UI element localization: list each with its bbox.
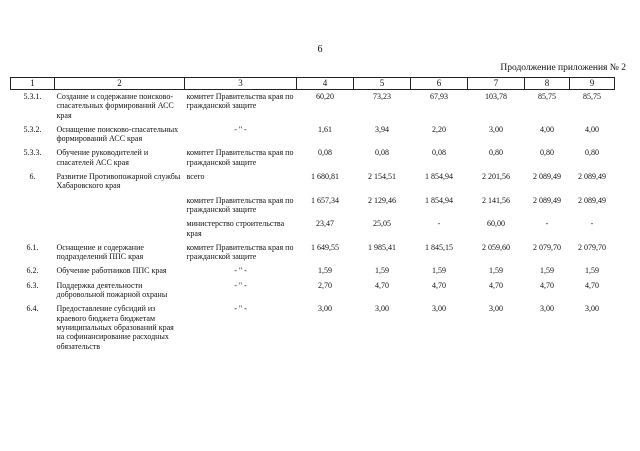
column-header: 1 [11, 78, 55, 90]
value-cell: 67,93 [430, 92, 448, 101]
value-cell: 2 154,51 [368, 172, 396, 182]
value-cell: 3,00 [489, 304, 503, 314]
responsible-executor: комитет Правительства края по гражданской защите [186, 242, 294, 262]
item-number [11, 217, 55, 241]
value-cell: 1 854,94 [425, 172, 453, 182]
appendix-continuation-label: Продолжение приложения № 2 [500, 63, 626, 73]
value-cell: 1,61 [318, 124, 332, 134]
page-number: 6 [317, 44, 323, 55]
value-cell: 2 201,56 [482, 172, 510, 182]
value-cell: 1 845,15 [425, 242, 453, 252]
value-cell: 4,70 [585, 280, 599, 290]
value-cell: 0,08 [318, 148, 332, 158]
column-header: 4 [297, 78, 354, 90]
value-cell: 60,00 [487, 219, 505, 229]
value-cell: - [590, 219, 594, 229]
responsible-executor: - " - [234, 266, 247, 276]
item-name [55, 217, 185, 241]
value-cell: 4,00 [540, 124, 554, 134]
table-row [11, 170, 615, 194]
item-name: Создание и содержание поисково-спасательных формирований АСС края [56, 92, 174, 120]
responsible-executor: министерство строительства края [186, 219, 285, 238]
responsible-executor: комитет Правительства края по гражданской защите [186, 148, 294, 167]
value-cell: - [437, 219, 441, 229]
table-row [11, 194, 615, 218]
value-cell: 3,00 [318, 304, 332, 314]
responsible-executor: - " - [234, 124, 247, 134]
value-cell: 1,59 [489, 266, 503, 276]
column-header: 7 [468, 78, 525, 90]
value-cell: 2 079,70 [578, 242, 606, 252]
value-cell: 2 089,49 [533, 195, 561, 205]
value-cell: 2 129,46 [368, 195, 396, 205]
item-number: 6.3. [26, 280, 39, 290]
table-row [11, 123, 615, 147]
value-cell: 3,00 [432, 304, 446, 314]
item-number: 5.3.2. [23, 124, 42, 134]
item-name: Оснащение и содержание подразделений ППС края [56, 242, 144, 262]
value-cell: 60,20 [316, 92, 334, 101]
table-row [11, 264, 615, 278]
value-cell: 1,59 [585, 266, 599, 276]
item-number: 5.3.1. [23, 92, 42, 101]
value-cell: 2 059,60 [482, 242, 510, 252]
value-cell: 0,80 [489, 148, 503, 158]
value-cell: 2 089,49 [533, 172, 561, 182]
table-row [11, 241, 615, 265]
value-cell: - [545, 219, 549, 229]
value-cell: 85,75 [583, 92, 601, 101]
column-header: 9 [570, 78, 615, 90]
value-cell: 3,00 [375, 304, 389, 314]
value-cell: 1 649,55 [311, 242, 339, 252]
value-cell: 23,47 [316, 219, 334, 229]
value-cell: 4,70 [540, 280, 554, 290]
item-name: Оснащение поисково-спасательных формирований АСС края [56, 124, 179, 144]
value-cell: 4,00 [585, 124, 599, 134]
value-cell: 1,59 [318, 266, 332, 276]
value-cell: 1 657,34 [311, 195, 339, 205]
column-header: 3 [185, 78, 297, 90]
responsible-executor: комитет Правительства края по гражданской защите [186, 195, 294, 214]
value-cell: 85,75 [538, 92, 556, 101]
table-header-row [11, 78, 615, 90]
value-cell: 0,08 [432, 148, 446, 158]
item-name: Обучение руководителей и спасателей АСС края [56, 148, 149, 167]
responsible-executor: всего [186, 172, 205, 182]
value-cell: 1 854,94 [425, 195, 453, 205]
value-cell: 73,23 [373, 92, 391, 101]
item-name [55, 194, 185, 218]
value-cell: 4,70 [432, 280, 446, 290]
value-cell: 1 985,41 [368, 242, 396, 252]
responsible-executor: - " - [234, 280, 247, 290]
item-number: 6.4. [26, 304, 39, 314]
item-name: Развитие Противопожарной службы Хабаровского края [56, 172, 181, 191]
value-cell: 4,70 [375, 280, 389, 290]
item-number: 6.2. [26, 266, 39, 276]
value-cell: 0,80 [540, 148, 554, 158]
value-cell: 4,70 [489, 280, 503, 290]
value-cell: 3,00 [489, 124, 503, 134]
value-cell: 2 089,49 [578, 195, 606, 205]
table-row [11, 146, 615, 170]
column-header: 2 [55, 78, 185, 90]
responsible-executor: комитет Правительства края по гражданской защите [186, 92, 294, 111]
value-cell: 3,00 [585, 304, 599, 314]
table-row [11, 279, 615, 303]
item-number [11, 194, 55, 218]
column-header: 5 [354, 78, 411, 90]
value-cell: 1,59 [540, 266, 554, 276]
item-name: Обучение работников ППС края [56, 266, 167, 276]
value-cell: 1 680,81 [311, 172, 339, 182]
value-cell: 2 141,56 [482, 195, 510, 205]
value-cell: 2,70 [318, 280, 332, 290]
value-cell: 0,80 [585, 148, 599, 158]
value-cell: 0,08 [375, 148, 389, 158]
value-cell: 2 089,49 [578, 172, 606, 182]
column-header: 6 [411, 78, 468, 90]
item-number: 6.1. [26, 242, 39, 252]
table-row [11, 302, 615, 353]
value-cell: 3,00 [540, 304, 554, 314]
responsible-executor: - " - [234, 304, 247, 314]
value-cell: 1,59 [375, 266, 389, 276]
item-number: 5.3.3. [23, 148, 42, 158]
value-cell: 2,20 [432, 124, 446, 134]
value-cell: 2 079,70 [533, 242, 561, 252]
column-header: 8 [525, 78, 570, 90]
item-name: Поддержка деятельности добровольной пожарной охраны [56, 280, 168, 300]
table-row [11, 217, 615, 241]
budget-table [10, 77, 615, 354]
item-name: Предоставление субсидий из краевого бюджета бюджетам муниципальных образований края на софинансирование расходных обязательств [56, 304, 174, 351]
table-row [11, 90, 615, 123]
value-cell: 1,59 [432, 266, 446, 276]
value-cell: 25,05 [373, 219, 391, 229]
item-number: 6. [29, 172, 36, 182]
value-cell: 3,94 [375, 124, 389, 134]
value-cell: 103,78 [485, 92, 507, 101]
